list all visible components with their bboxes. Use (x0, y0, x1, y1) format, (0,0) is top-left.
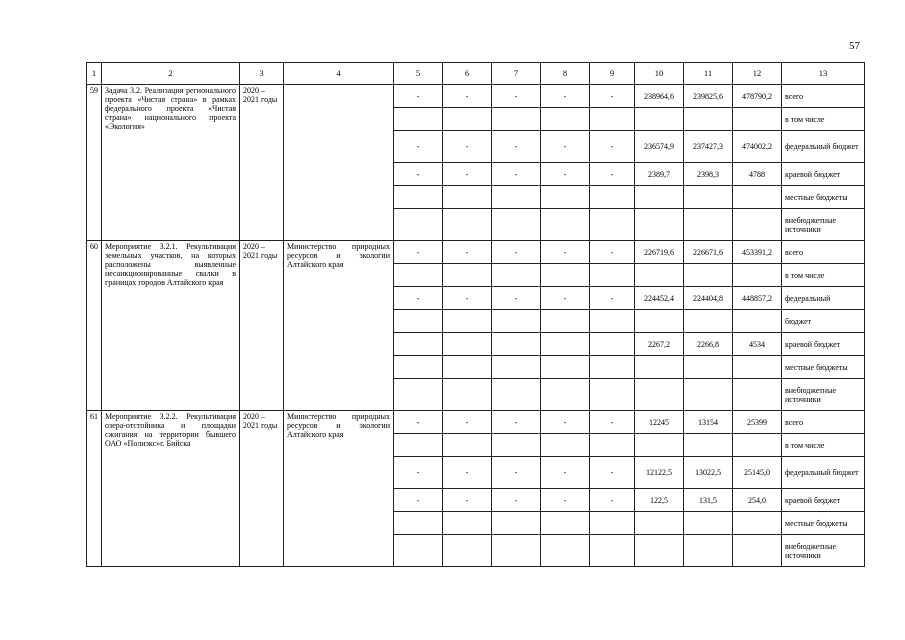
value-cell (443, 379, 492, 411)
value-cell (684, 434, 733, 457)
value-cell: - (541, 489, 590, 512)
value-cell: 25145,0 (733, 457, 782, 489)
value-cell (443, 186, 492, 209)
value-cell (635, 356, 684, 379)
value-cell (590, 379, 635, 411)
funding-source: всего (782, 85, 865, 108)
row-number: 61 (87, 411, 102, 567)
task-name: Задача 3.2. Реализация регионального проекта «Чистая страна» в рамках федерального проекта «Чистая страна» национального проекта «Экология» (102, 85, 240, 241)
value-cell (733, 310, 782, 333)
value-cell (394, 333, 443, 356)
value-cell: 2389,7 (635, 163, 684, 186)
value-cell (541, 209, 590, 241)
value-cell (394, 356, 443, 379)
value-cell (492, 264, 541, 287)
value-cell: - (394, 411, 443, 434)
header-row (87, 63, 865, 85)
value-cell (684, 535, 733, 567)
value-cell (541, 108, 590, 131)
value-cell (590, 209, 635, 241)
value-cell (684, 209, 733, 241)
value-cell: - (443, 85, 492, 108)
value-cell (443, 264, 492, 287)
value-cell (443, 356, 492, 379)
executor-cell: Министерство природных ресурсов и экологии Алтайского края (284, 411, 394, 567)
value-cell: - (492, 489, 541, 512)
value-cell (541, 356, 590, 379)
value-cell: - (590, 287, 635, 310)
value-cell (590, 186, 635, 209)
value-cell (684, 356, 733, 379)
value-cell (492, 209, 541, 241)
value-cell: - (590, 457, 635, 489)
table-row (87, 411, 865, 434)
value-cell (492, 379, 541, 411)
value-cell (443, 535, 492, 567)
value-cell (684, 264, 733, 287)
value-cell: - (541, 411, 590, 434)
value-cell: - (394, 287, 443, 310)
value-cell (733, 356, 782, 379)
value-cell: 131,5 (684, 489, 733, 512)
budget-table (86, 62, 865, 567)
funding-source: внебюджетные источники (782, 209, 865, 241)
value-cell: 13154 (684, 411, 733, 434)
term-cell: 2020 – 2021 годы (240, 85, 284, 241)
value-cell (443, 310, 492, 333)
value-cell (635, 379, 684, 411)
value-cell (590, 535, 635, 567)
column-header: 3 (240, 63, 284, 85)
value-cell: 12245 (635, 411, 684, 434)
value-cell (590, 108, 635, 131)
column-header: 2 (102, 63, 240, 85)
row-number: 60 (87, 241, 102, 411)
value-cell: - (590, 241, 635, 264)
funding-source: федеральный бюджет (782, 457, 865, 489)
value-cell: 4534 (733, 333, 782, 356)
value-cell: 2398,3 (684, 163, 733, 186)
term-cell: 2020 – 2021 годы (240, 411, 284, 567)
value-cell: 2267,2 (635, 333, 684, 356)
value-cell: - (541, 131, 590, 163)
value-cell: 224452,4 (635, 287, 684, 310)
value-cell: - (443, 411, 492, 434)
value-cell (492, 434, 541, 457)
page-number: 57 (849, 40, 860, 52)
value-cell: 254,0 (733, 489, 782, 512)
value-cell: - (492, 287, 541, 310)
value-cell: - (590, 85, 635, 108)
value-cell (733, 379, 782, 411)
value-cell (733, 535, 782, 567)
value-cell (541, 434, 590, 457)
value-cell: 122,5 (635, 489, 684, 512)
funding-source: краевой бюджет (782, 163, 865, 186)
value-cell (590, 310, 635, 333)
value-cell: - (492, 131, 541, 163)
value-cell (492, 333, 541, 356)
funding-source: всего (782, 411, 865, 434)
funding-source: внебюджетные источники (782, 379, 865, 411)
value-cell (684, 310, 733, 333)
task-name: Мероприятие 3.2.1. Рекультивация земельных участков, на которых расположены выявленные несанкционированные свалки в границах городов Алтайского края (102, 241, 240, 411)
value-cell: 2266,8 (684, 333, 733, 356)
value-cell: - (492, 163, 541, 186)
column-header: 11 (684, 63, 733, 85)
funding-source: местные бюджеты (782, 512, 865, 535)
value-cell: - (541, 85, 590, 108)
value-cell (541, 310, 590, 333)
value-cell (733, 264, 782, 287)
value-cell: - (394, 163, 443, 186)
value-cell (394, 379, 443, 411)
funding-source: местные бюджеты (782, 186, 865, 209)
column-header: 9 (590, 63, 635, 85)
value-cell (492, 512, 541, 535)
value-cell (635, 535, 684, 567)
column-header: 5 (394, 63, 443, 85)
value-cell: - (541, 241, 590, 264)
value-cell: 13022,5 (684, 457, 733, 489)
value-cell: 478790,2 (733, 85, 782, 108)
value-cell: - (492, 457, 541, 489)
value-cell (394, 310, 443, 333)
column-header: 12 (733, 63, 782, 85)
value-cell (733, 186, 782, 209)
column-header: 13 (782, 63, 865, 85)
funding-source: всего (782, 241, 865, 264)
value-cell: - (590, 163, 635, 186)
value-cell: - (590, 131, 635, 163)
value-cell (733, 108, 782, 131)
value-cell: 4788 (733, 163, 782, 186)
column-header: 10 (635, 63, 684, 85)
value-cell: 239825,6 (684, 85, 733, 108)
value-cell (590, 356, 635, 379)
column-header: 4 (284, 63, 394, 85)
funding-source: в том числе (782, 264, 865, 287)
term-cell: 2020 – 2021 годы (240, 241, 284, 411)
value-cell (443, 434, 492, 457)
value-cell (684, 512, 733, 535)
funding-source: краевой бюджет (782, 333, 865, 356)
value-cell (394, 209, 443, 241)
value-cell: - (443, 241, 492, 264)
value-cell: - (541, 163, 590, 186)
value-cell: - (394, 85, 443, 108)
value-cell: - (394, 489, 443, 512)
value-cell (733, 512, 782, 535)
value-cell (635, 186, 684, 209)
value-cell: - (394, 131, 443, 163)
value-cell: 226719,6 (635, 241, 684, 264)
value-cell: - (443, 489, 492, 512)
value-cell: - (443, 287, 492, 310)
value-cell (541, 512, 590, 535)
value-cell (635, 108, 684, 131)
value-cell (394, 108, 443, 131)
value-cell: 236574,9 (635, 131, 684, 163)
value-cell: - (492, 411, 541, 434)
funding-source: внебюджетные источники (782, 535, 865, 567)
table-row (87, 85, 865, 108)
value-cell (590, 264, 635, 287)
value-cell: 448857,2 (733, 287, 782, 310)
executor-cell (284, 85, 394, 241)
value-cell (443, 209, 492, 241)
value-cell (635, 209, 684, 241)
value-cell: 224404,8 (684, 287, 733, 310)
funding-source: бюджет (782, 310, 865, 333)
value-cell: - (492, 85, 541, 108)
value-cell (684, 379, 733, 411)
value-cell: 25399 (733, 411, 782, 434)
value-cell (541, 333, 590, 356)
value-cell (733, 434, 782, 457)
table-row (87, 241, 865, 264)
task-name: Мероприятие 3.2.2. Рекультивация озера-отстойника и площадки сжигания на территории бывшего ОАО «Полиэкс»г. Бийска (102, 411, 240, 567)
value-cell: 12122,5 (635, 457, 684, 489)
value-cell: - (541, 457, 590, 489)
value-cell: - (590, 411, 635, 434)
value-cell (443, 512, 492, 535)
column-header: 7 (492, 63, 541, 85)
value-cell (394, 186, 443, 209)
value-cell (492, 356, 541, 379)
value-cell: - (394, 241, 443, 264)
value-cell: - (443, 163, 492, 186)
value-cell (635, 264, 684, 287)
value-cell: - (443, 457, 492, 489)
value-cell (492, 535, 541, 567)
value-cell (443, 333, 492, 356)
value-cell (541, 379, 590, 411)
executor-cell: Министерство природных ресурсов и экологии Алтайского края (284, 241, 394, 411)
value-cell: 238964,6 (635, 85, 684, 108)
value-cell (590, 333, 635, 356)
value-cell: - (492, 241, 541, 264)
value-cell (443, 108, 492, 131)
funding-source: краевой бюджет (782, 489, 865, 512)
funding-source: местные бюджеты (782, 356, 865, 379)
funding-source: в том числе (782, 108, 865, 131)
value-cell (635, 310, 684, 333)
value-cell (394, 512, 443, 535)
value-cell (394, 434, 443, 457)
value-cell (684, 108, 733, 131)
column-header: 1 (87, 63, 102, 85)
value-cell: 474002,2 (733, 131, 782, 163)
value-cell (394, 264, 443, 287)
value-cell (733, 209, 782, 241)
value-cell (492, 310, 541, 333)
value-cell (635, 512, 684, 535)
value-cell: - (590, 489, 635, 512)
value-cell (541, 186, 590, 209)
value-cell: 226671,6 (684, 241, 733, 264)
value-cell (492, 186, 541, 209)
value-cell: - (394, 457, 443, 489)
column-header: 6 (443, 63, 492, 85)
value-cell (590, 434, 635, 457)
value-cell (635, 434, 684, 457)
value-cell: 453391,2 (733, 241, 782, 264)
value-cell: 237427,3 (684, 131, 733, 163)
value-cell (684, 186, 733, 209)
value-cell (541, 535, 590, 567)
value-cell (590, 512, 635, 535)
value-cell: - (541, 287, 590, 310)
column-header: 8 (541, 63, 590, 85)
funding-source: федеральный бюджет (782, 131, 865, 163)
funding-source: федеральный (782, 287, 865, 310)
row-number: 59 (87, 85, 102, 241)
value-cell (394, 535, 443, 567)
funding-source: в том числе (782, 434, 865, 457)
value-cell: - (443, 131, 492, 163)
value-cell (492, 108, 541, 131)
value-cell (541, 264, 590, 287)
